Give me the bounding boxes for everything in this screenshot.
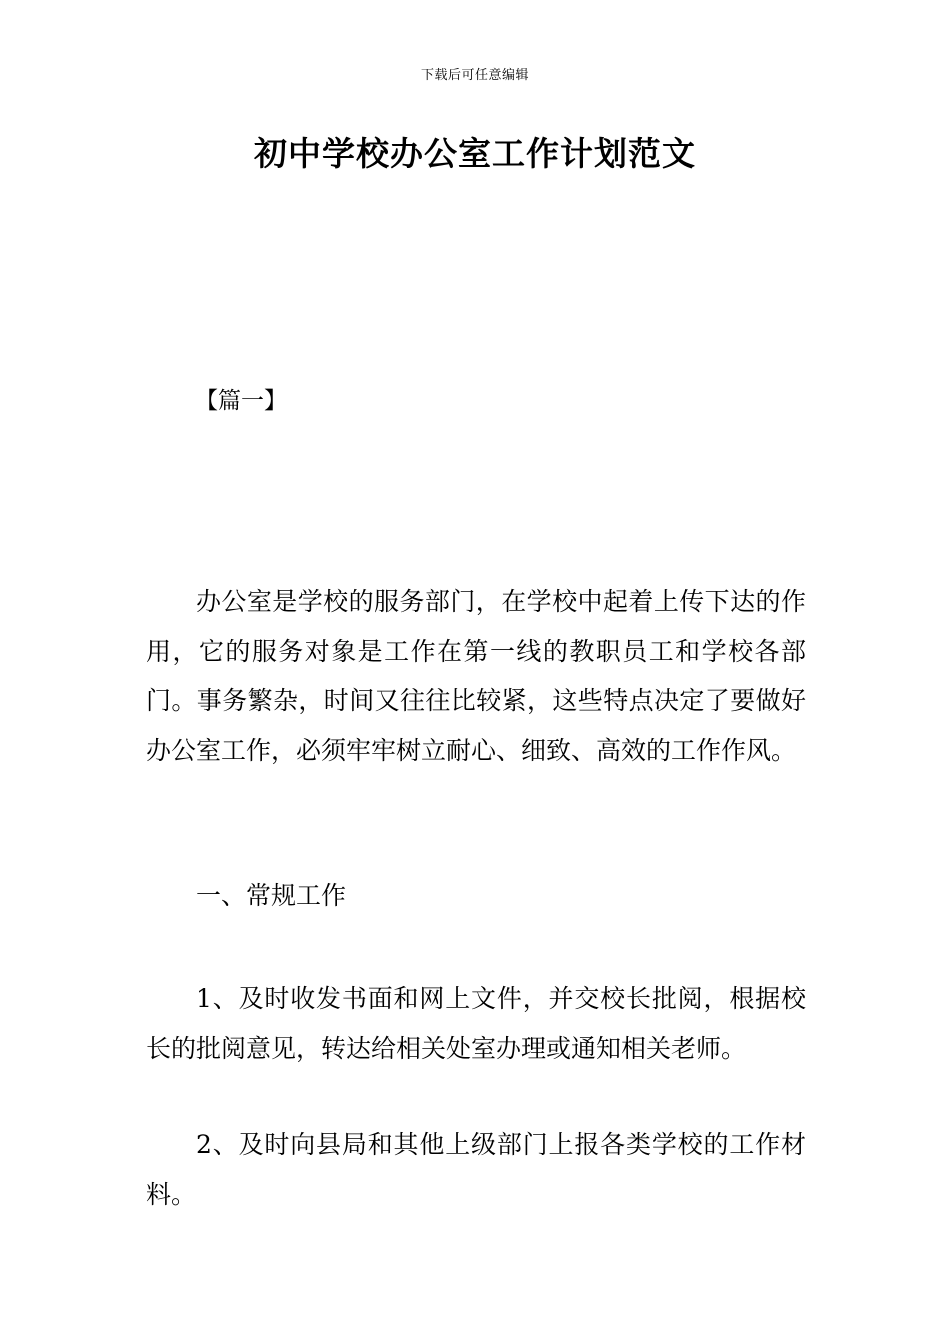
page-header-note: 下载后可任意编辑 (420, 68, 529, 83)
list-item-1: 1、及时收发书面和网上文件，并交校长批阅，根据校长的批阅意见，转达给相关处室办理或通知相关老师。 (146, 984, 806, 1063)
section-label: 【篇一】 (195, 388, 287, 414)
list-item-2: 2、及时向县局和其他上级部门上报各类学校的工作材料。 (146, 1130, 806, 1209)
section-heading-routine-work: 一、常规工作 (196, 881, 347, 910)
document-title: 初中学校办公室工作计划范文 (254, 134, 696, 173)
intro-paragraph: 办公室是学校的服务部门，在学校中起着上传下达的作用，它的服务对象是工作在第一线的教职员工和学校各部门。事务繁杂，时间又往往比较紧，这些特点决定了要做好办公室工作，必须牢牢树立耐心、细致、高效的工作作风。 (146, 587, 806, 765)
